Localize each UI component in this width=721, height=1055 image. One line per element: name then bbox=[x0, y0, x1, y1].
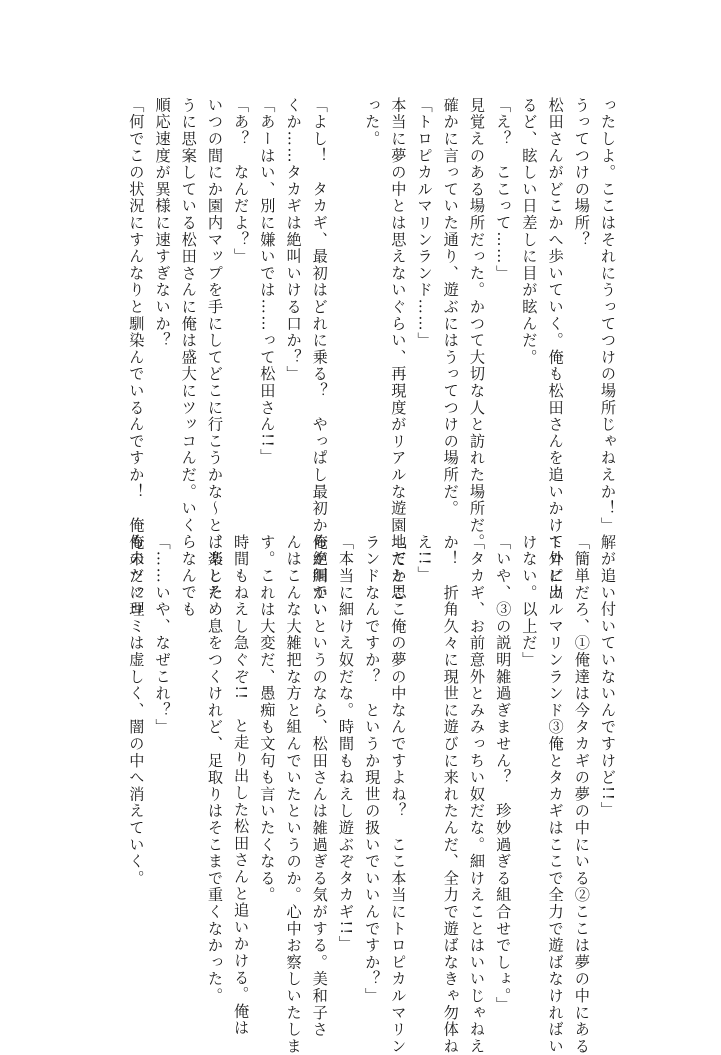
text-line: トロピカルマリンランド③俺とタカギはここで全力で遊ばなければい bbox=[546, 534, 565, 1055]
text-line: 「簡単だろ、①俺達は今タカギの夢の中にいる②ここは夢の中にある bbox=[572, 534, 591, 1055]
text-line: ランドなんですか？ というか現世の扱いでいいんですか？」 bbox=[363, 534, 382, 1005]
text-line: ったしよ。ここはそれにうってつけの場所じゃねえか！」 bbox=[599, 97, 617, 534]
text-line: 松田さんがどこかへ歩いていく。俺も松田さんを追いかけて外に出 bbox=[546, 97, 565, 601]
text-line: 俺のツッコミは虚しく、闇の中へ消えていく。 bbox=[127, 534, 146, 887]
text-line bbox=[176, 534, 202, 964]
text-line: か！ 折角久々に現世に遊びに来れたんだ、全力で遊ばなきゃ勿体ね bbox=[441, 534, 460, 1055]
text-line: いつの間にか園内マップを手にしてどこに行こうかな〜と、楽しそ bbox=[205, 97, 224, 601]
text-line: 解が追い付いていないんですけど!!」 bbox=[599, 534, 617, 819]
text-line: す。これは大変だ、愚痴も文句も言いたくなる。 bbox=[258, 534, 277, 904]
text-line: 時間もねえし急ぐぞ!! と走り出した松田さんと追いかける。俺は bbox=[232, 534, 251, 1037]
text-line: くか……タカギは絶叫いける口か？」 bbox=[284, 97, 303, 383]
text-line: 俺が細かいというのなら、松田さんは雑過ぎる気がする。美和子さ bbox=[310, 534, 329, 1038]
text-line: 「よし！ タカギ、最初はどれに乗る？ やっぱし最初から絶叫でい bbox=[310, 97, 329, 618]
text-line: 本当に夢の中とは思えないぐらい、再現度がリアルな遊園地だと思 bbox=[389, 97, 408, 601]
text-line: 見覚えのある場所だった。かつて大切な人と訪れた場所だ。 bbox=[467, 97, 486, 551]
lower-text-block bbox=[123, 534, 621, 1055]
text-line: うに思案している松田さんに俺は盛大にツッコんだ。いくらなんでも bbox=[179, 97, 198, 618]
text-line: 順応速度が異様に速すぎないか？ bbox=[153, 97, 172, 349]
text-line: 「何でこの状況にすんなりと馴染んでいるんですか！ 俺も未だに理 bbox=[127, 97, 146, 618]
text-line: 「……いや、なぜこれ？」 bbox=[153, 534, 172, 736]
text-line: るど、眩しい日差しに目が眩んだ。 bbox=[520, 97, 539, 366]
text-line: 「本当に細けえ奴だな。時間もねえし遊ぶぞタカギ!!」 bbox=[336, 534, 355, 953]
text-line: 「え？ ここって……」 bbox=[494, 97, 513, 282]
text-line: 「あーはい、別に嫌いでは……って松田さん!!」 bbox=[258, 97, 277, 466]
text-line: はあとため息をつくけれど、足取りはそこまで重くなかった。 bbox=[205, 534, 224, 1005]
text-line: うってつけの場所？ bbox=[572, 97, 591, 249]
text-line: けない。以上だ」 bbox=[520, 534, 539, 669]
text-line: 「あ？ なんだよ？」 bbox=[232, 97, 251, 265]
text-line: 確かに言っていた通り、遊ぶにはうってつけの場所だ。 bbox=[441, 97, 460, 517]
text-line: 「てかここ俺の夢の中なんですよね？ ここ本当にトロピカルマリン bbox=[389, 534, 408, 1055]
text-line: 「いや、③の説明雑過ぎません？ 珍妙過ぎる組合せでしょ。」 bbox=[494, 534, 513, 1014]
text-line: 「トロピカルマリンランド……」 bbox=[415, 97, 434, 349]
text-line: んはこんな大雑把な方と組んでいたというのか。心中お察しいたしま bbox=[284, 534, 303, 1055]
text-line: え!!」 bbox=[415, 534, 434, 584]
text-line: った。 bbox=[363, 97, 382, 148]
text-line: 「タカギ、お前意外とみみっちい奴だな。細けえことはいいじゃねえ bbox=[467, 534, 486, 1055]
paragraph-gap bbox=[333, 97, 359, 527]
